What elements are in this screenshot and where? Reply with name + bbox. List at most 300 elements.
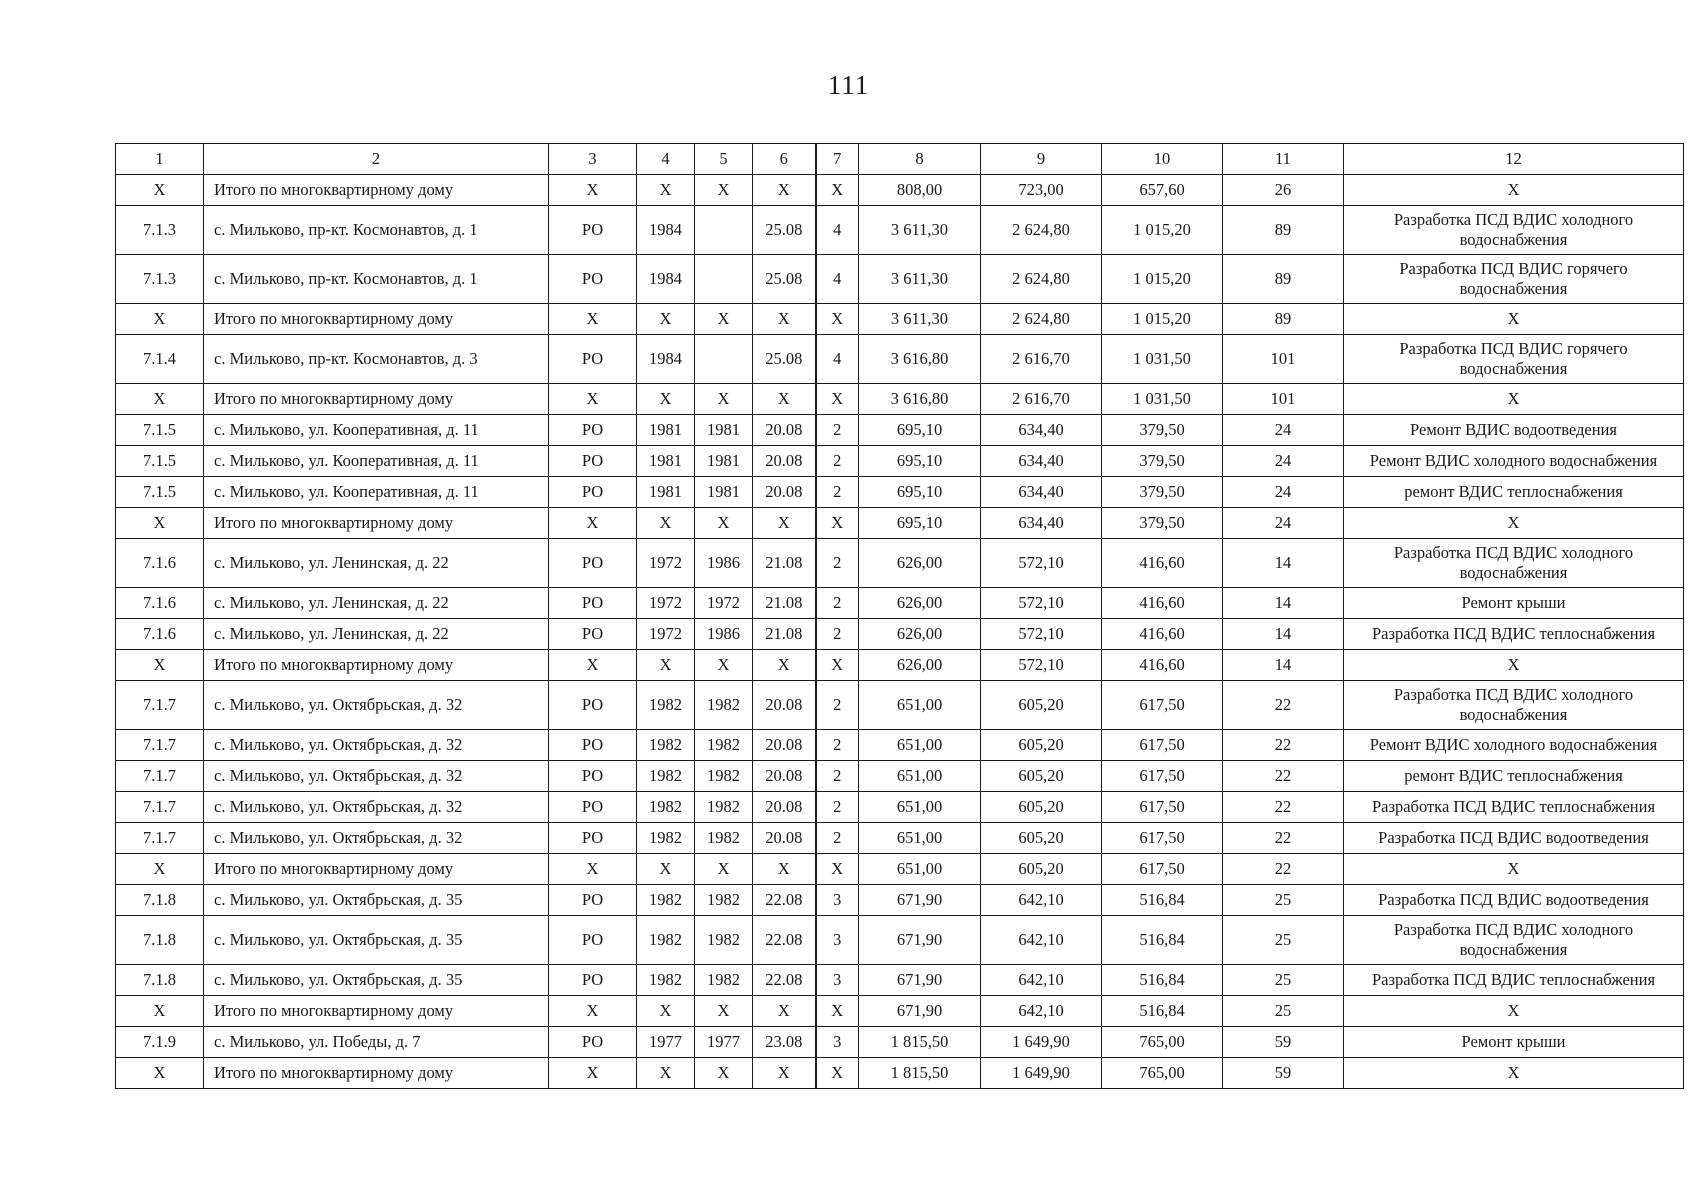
cell-floors: 3 (816, 916, 859, 965)
cell-work-type: Ремонт ВДИС холодного водоснабжения (1344, 730, 1684, 761)
total-row (116, 1058, 1684, 1089)
table-row (116, 446, 1684, 477)
cell-year-built: 1981 (637, 415, 695, 446)
cell-residents: 59 (1223, 1058, 1344, 1089)
cell-living-area: 634,40 (981, 446, 1102, 477)
cell-wear-date: 20.08 (753, 792, 816, 823)
cell-item-number: Х (116, 996, 204, 1027)
cell-address: с. Мильково, ул. Ленинская, д. 22 (204, 539, 549, 588)
cell-year-renovated: 1982 (695, 965, 753, 996)
cell-floors: 2 (816, 681, 859, 730)
cell-living-area: 1 649,90 (981, 1027, 1102, 1058)
cell-nonliving-area: 416,60 (1102, 588, 1223, 619)
cell-residents: 59 (1223, 1027, 1344, 1058)
cell-nonliving-area: 516,84 (1102, 965, 1223, 996)
cell-work-type: Разработка ПСД ВДИС холодного водоснабжения (1344, 681, 1684, 730)
cell-living-area: 9 (981, 144, 1102, 175)
total-row (116, 384, 1684, 415)
cell-total-area: 651,00 (859, 761, 981, 792)
cell-living-area: 642,10 (981, 996, 1102, 1027)
cell-year-built: Х (637, 175, 695, 206)
cell-nonliving-area: 416,60 (1102, 650, 1223, 681)
cell-owner-type: Х (549, 996, 637, 1027)
cell-year-built: 1982 (637, 916, 695, 965)
cell-owner-type: РО (549, 446, 637, 477)
cell-year-built: Х (637, 304, 695, 335)
cell-year-renovated: 1982 (695, 761, 753, 792)
cell-address: с. Мильково, ул. Октябрьская, д. 32 (204, 823, 549, 854)
cell-residents: 14 (1223, 619, 1344, 650)
cell-residents: 25 (1223, 996, 1344, 1027)
cell-address: с. Мильково, ул. Октябрьская, д. 35 (204, 885, 549, 916)
cell-nonliving-area: 1 031,50 (1102, 384, 1223, 415)
cell-nonliving-area: 657,60 (1102, 175, 1223, 206)
cell-owner-type: Х (549, 854, 637, 885)
cell-owner-type: РО (549, 335, 637, 384)
cell-owner-type: РО (549, 1027, 637, 1058)
cell-item-number: Х (116, 384, 204, 415)
total-row (116, 854, 1684, 885)
cell-total-area: 651,00 (859, 854, 981, 885)
cell-total-area: 651,00 (859, 823, 981, 854)
cell-address: с. Мильково, ул. Октябрьская, д. 32 (204, 730, 549, 761)
cell-living-area: 634,40 (981, 508, 1102, 539)
cell-address: Итого по многоквартирному дому (204, 650, 549, 681)
cell-floors: 3 (816, 965, 859, 996)
cell-floors: Х (816, 175, 859, 206)
cell-residents: 14 (1223, 539, 1344, 588)
cell-nonliving-area: 379,50 (1102, 508, 1223, 539)
cell-year-built: Х (637, 508, 695, 539)
cell-work-type: Разработка ПСД ВДИС холодного водоснабжения (1344, 916, 1684, 965)
cell-owner-type: Х (549, 175, 637, 206)
cell-year-built: 1981 (637, 446, 695, 477)
cell-owner-type: Х (549, 304, 637, 335)
cell-year-renovated: Х (695, 304, 753, 335)
cell-residents: 24 (1223, 477, 1344, 508)
cell-address: с. Мильково, пр-кт. Космонавтов, д. 1 (204, 206, 549, 255)
cell-year-built: Х (637, 996, 695, 1027)
cell-total-area: 695,10 (859, 415, 981, 446)
cell-address: с. Мильково, ул. Кооперативная, д. 11 (204, 415, 549, 446)
cell-residents: 101 (1223, 384, 1344, 415)
cell-wear-date: 22.08 (753, 965, 816, 996)
cell-total-area: 695,10 (859, 477, 981, 508)
cell-address: Итого по многоквартирному дому (204, 175, 549, 206)
cell-work-type: Ремонт крыши (1344, 1027, 1684, 1058)
cell-wear-date: Х (753, 384, 816, 415)
cell-year-built: 1982 (637, 681, 695, 730)
cell-year-renovated: 1982 (695, 823, 753, 854)
cell-living-area: 605,20 (981, 730, 1102, 761)
cell-residents: 22 (1223, 854, 1344, 885)
cell-year-built: 4 (637, 144, 695, 175)
cell-year-built: 1972 (637, 588, 695, 619)
cell-item-number: 7.1.4 (116, 335, 204, 384)
cell-floors: 2 (816, 730, 859, 761)
table-row (116, 681, 1684, 730)
cell-work-type: ремонт ВДИС теплоснабжения (1344, 477, 1684, 508)
cell-wear-date: 6 (753, 144, 816, 175)
cell-nonliving-area: 617,50 (1102, 854, 1223, 885)
cell-owner-type: РО (549, 588, 637, 619)
table-row (116, 1027, 1684, 1058)
total-row (116, 508, 1684, 539)
cell-item-number: 7.1.7 (116, 792, 204, 823)
cell-work-type: Разработка ПСД ВДИС холодного водоснабжения (1344, 539, 1684, 588)
cell-total-area: 8 (859, 144, 981, 175)
cell-owner-type: РО (549, 255, 637, 304)
cell-total-area: 3 616,80 (859, 335, 981, 384)
cell-work-type: Х (1344, 650, 1684, 681)
cell-living-area: 605,20 (981, 792, 1102, 823)
cell-living-area: 605,20 (981, 761, 1102, 792)
cell-owner-type: РО (549, 415, 637, 446)
cell-item-number: 7.1.8 (116, 916, 204, 965)
cell-wear-date: 20.08 (753, 730, 816, 761)
cell-nonliving-area: 10 (1102, 144, 1223, 175)
cell-item-number: 7.1.6 (116, 588, 204, 619)
cell-address: с. Мильково, ул. Октябрьская, д. 35 (204, 965, 549, 996)
cell-living-area: 2 624,80 (981, 206, 1102, 255)
cell-item-number: 7.1.5 (116, 477, 204, 508)
cell-work-type: Разработка ПСД ВДИС теплоснабжения (1344, 619, 1684, 650)
cell-year-renovated: 1981 (695, 477, 753, 508)
cell-address: Итого по многоквартирному дому (204, 854, 549, 885)
cell-total-area: 651,00 (859, 681, 981, 730)
cell-wear-date: 20.08 (753, 681, 816, 730)
page-number: 111 (827, 70, 870, 100)
cell-floors: Х (816, 508, 859, 539)
cell-total-area: 1 815,50 (859, 1058, 981, 1089)
cell-owner-type: РО (549, 730, 637, 761)
cell-residents: 24 (1223, 415, 1344, 446)
housing-repair-table (115, 143, 1684, 1089)
cell-year-renovated: 1981 (695, 415, 753, 446)
cell-residents: 89 (1223, 206, 1344, 255)
cell-nonliving-area: 765,00 (1102, 1058, 1223, 1089)
cell-year-renovated: Х (695, 854, 753, 885)
cell-address: с. Мильково, ул. Октябрьская, д. 32 (204, 761, 549, 792)
cell-work-type: ремонт ВДИС теплоснабжения (1344, 761, 1684, 792)
cell-wear-date: 25.08 (753, 255, 816, 304)
cell-work-type: Ремонт крыши (1344, 588, 1684, 619)
cell-item-number: Х (116, 854, 204, 885)
cell-item-number: 7.1.3 (116, 206, 204, 255)
cell-floors: 2 (816, 792, 859, 823)
cell-year-built: 1972 (637, 619, 695, 650)
cell-floors: Х (816, 384, 859, 415)
cell-wear-date: 21.08 (753, 588, 816, 619)
cell-wear-date: Х (753, 508, 816, 539)
cell-item-number: 7.1.9 (116, 1027, 204, 1058)
header-row (116, 144, 1684, 175)
cell-residents: 25 (1223, 965, 1344, 996)
cell-work-type: Разработка ПСД ВДИС водоотведения (1344, 823, 1684, 854)
cell-year-built: 1972 (637, 539, 695, 588)
cell-work-type: Разработка ПСД ВДИС холодного водоснабжения (1344, 206, 1684, 255)
cell-item-number: Х (116, 650, 204, 681)
table-row (116, 885, 1684, 916)
cell-year-built: 1984 (637, 206, 695, 255)
total-row (116, 996, 1684, 1027)
cell-residents: 22 (1223, 681, 1344, 730)
cell-living-area: 605,20 (981, 823, 1102, 854)
cell-owner-type: РО (549, 823, 637, 854)
table-row (116, 588, 1684, 619)
cell-wear-date: 22.08 (753, 885, 816, 916)
cell-item-number: 7.1.8 (116, 965, 204, 996)
cell-work-type: Х (1344, 854, 1684, 885)
cell-residents: 22 (1223, 761, 1344, 792)
cell-residents: 25 (1223, 885, 1344, 916)
cell-item-number: Х (116, 304, 204, 335)
cell-total-area: 3 611,30 (859, 206, 981, 255)
cell-work-type: Разработка ПСД ВДИС горячего водоснабжения (1344, 255, 1684, 304)
cell-work-type: Х (1344, 304, 1684, 335)
cell-nonliving-area: 516,84 (1102, 885, 1223, 916)
table-body (116, 144, 1684, 1089)
cell-wear-date: 25.08 (753, 206, 816, 255)
cell-wear-date: 21.08 (753, 539, 816, 588)
cell-total-area: 671,90 (859, 916, 981, 965)
cell-living-area: 1 649,90 (981, 1058, 1102, 1089)
cell-item-number: 7.1.6 (116, 539, 204, 588)
cell-owner-type: РО (549, 619, 637, 650)
cell-year-renovated: Х (695, 996, 753, 1027)
cell-residents: 22 (1223, 792, 1344, 823)
cell-year-renovated: Х (695, 175, 753, 206)
cell-work-type: Х (1344, 1058, 1684, 1089)
cell-address: 2 (204, 144, 549, 175)
cell-owner-type: РО (549, 206, 637, 255)
cell-address: Итого по многоквартирному дому (204, 508, 549, 539)
cell-work-type: Ремонт ВДИС холодного водоснабжения (1344, 446, 1684, 477)
cell-floors: 2 (816, 619, 859, 650)
cell-total-area: 3 616,80 (859, 384, 981, 415)
cell-address: с. Мильково, ул. Кооперативная, д. 11 (204, 446, 549, 477)
cell-year-renovated: 5 (695, 144, 753, 175)
cell-year-renovated: Х (695, 508, 753, 539)
cell-living-area: 642,10 (981, 885, 1102, 916)
cell-wear-date: 20.08 (753, 415, 816, 446)
cell-work-type: Разработка ПСД ВДИС теплоснабжения (1344, 792, 1684, 823)
cell-owner-type: 3 (549, 144, 637, 175)
cell-nonliving-area: 617,50 (1102, 792, 1223, 823)
table-row (116, 255, 1684, 304)
table-row (116, 335, 1684, 384)
table-row (116, 539, 1684, 588)
cell-residents: 25 (1223, 916, 1344, 965)
cell-residents: 22 (1223, 730, 1344, 761)
cell-work-type: Х (1344, 175, 1684, 206)
cell-living-area: 642,10 (981, 965, 1102, 996)
cell-living-area: 634,40 (981, 477, 1102, 508)
cell-work-type: Х (1344, 508, 1684, 539)
table-row (116, 415, 1684, 446)
cell-wear-date: Х (753, 1058, 816, 1089)
cell-year-renovated: 1982 (695, 792, 753, 823)
table-row (116, 730, 1684, 761)
total-row (116, 175, 1684, 206)
cell-year-built: 1982 (637, 792, 695, 823)
cell-total-area: 651,00 (859, 730, 981, 761)
cell-item-number: 7.1.6 (116, 619, 204, 650)
cell-residents: 89 (1223, 255, 1344, 304)
cell-address: с. Мильково, пр-кт. Космонавтов, д. 3 (204, 335, 549, 384)
cell-floors: 2 (816, 446, 859, 477)
cell-wear-date: Х (753, 304, 816, 335)
cell-work-type: Х (1344, 384, 1684, 415)
cell-item-number: 7.1.5 (116, 446, 204, 477)
total-row (116, 304, 1684, 335)
cell-wear-date: 22.08 (753, 916, 816, 965)
cell-year-renovated: Х (695, 1058, 753, 1089)
cell-year-renovated: 1982 (695, 681, 753, 730)
cell-residents: 89 (1223, 304, 1344, 335)
cell-floors: Х (816, 1058, 859, 1089)
cell-floors: 4 (816, 335, 859, 384)
cell-owner-type: РО (549, 916, 637, 965)
cell-address: Итого по многоквартирному дому (204, 1058, 549, 1089)
cell-year-built: 1982 (637, 965, 695, 996)
cell-floors: 7 (816, 144, 859, 175)
cell-residents: 14 (1223, 650, 1344, 681)
cell-item-number: 7.1.7 (116, 761, 204, 792)
cell-address: с. Мильково, пр-кт. Космонавтов, д. 1 (204, 255, 549, 304)
cell-living-area: 634,40 (981, 415, 1102, 446)
cell-item-number: 7.1.5 (116, 415, 204, 446)
cell-year-built: 1977 (637, 1027, 695, 1058)
cell-year-built: Х (637, 384, 695, 415)
cell-residents: 11 (1223, 144, 1344, 175)
cell-address: Итого по многоквартирному дому (204, 304, 549, 335)
cell-item-number: Х (116, 1058, 204, 1089)
cell-wear-date: Х (753, 175, 816, 206)
cell-nonliving-area: 1 015,20 (1102, 206, 1223, 255)
cell-nonliving-area: 379,50 (1102, 446, 1223, 477)
cell-living-area: 642,10 (981, 916, 1102, 965)
cell-wear-date: 20.08 (753, 446, 816, 477)
cell-address: с. Мильково, ул. Ленинская, д. 22 (204, 619, 549, 650)
cell-year-renovated: 1982 (695, 730, 753, 761)
cell-owner-type: РО (549, 965, 637, 996)
cell-year-renovated: 1986 (695, 539, 753, 588)
cell-item-number: 7.1.8 (116, 885, 204, 916)
cell-living-area: 572,10 (981, 539, 1102, 588)
cell-address: с. Мильково, ул. Октябрьская, д. 32 (204, 792, 549, 823)
cell-residents: 26 (1223, 175, 1344, 206)
cell-total-area: 3 611,30 (859, 304, 981, 335)
cell-year-renovated (695, 335, 753, 384)
cell-total-area: 626,00 (859, 619, 981, 650)
cell-address: с. Мильково, ул. Победы, д. 7 (204, 1027, 549, 1058)
cell-nonliving-area: 1 015,20 (1102, 255, 1223, 304)
cell-total-area: 695,10 (859, 446, 981, 477)
cell-year-renovated: 1981 (695, 446, 753, 477)
cell-living-area: 605,20 (981, 681, 1102, 730)
cell-item-number: Х (116, 175, 204, 206)
cell-owner-type: РО (549, 792, 637, 823)
cell-living-area: 2 624,80 (981, 304, 1102, 335)
cell-year-renovated: Х (695, 650, 753, 681)
cell-wear-date: Х (753, 650, 816, 681)
cell-address: Итого по многоквартирному дому (204, 384, 549, 415)
cell-residents: 22 (1223, 823, 1344, 854)
cell-year-built: 1982 (637, 761, 695, 792)
table-row (116, 916, 1684, 965)
table-row (116, 761, 1684, 792)
cell-year-renovated: 1977 (695, 1027, 753, 1058)
cell-owner-type: РО (549, 885, 637, 916)
cell-living-area: 572,10 (981, 650, 1102, 681)
cell-year-built: 1984 (637, 335, 695, 384)
table-row (116, 823, 1684, 854)
cell-nonliving-area: 617,50 (1102, 761, 1223, 792)
cell-total-area: 671,90 (859, 885, 981, 916)
cell-nonliving-area: 416,60 (1102, 619, 1223, 650)
cell-nonliving-area: 1 015,20 (1102, 304, 1223, 335)
cell-owner-type: Х (549, 384, 637, 415)
cell-work-type: Разработка ПСД ВДИС горячего водоснабжения (1344, 335, 1684, 384)
cell-year-built: Х (637, 854, 695, 885)
cell-floors: 2 (816, 477, 859, 508)
table-row (116, 206, 1684, 255)
cell-nonliving-area: 765,00 (1102, 1027, 1223, 1058)
cell-address: с. Мильково, ул. Кооперативная, д. 11 (204, 477, 549, 508)
cell-floors: 2 (816, 588, 859, 619)
cell-item-number: Х (116, 508, 204, 539)
cell-year-renovated: 1986 (695, 619, 753, 650)
cell-nonliving-area: 379,50 (1102, 415, 1223, 446)
cell-wear-date: 20.08 (753, 477, 816, 508)
cell-year-built: 1982 (637, 730, 695, 761)
cell-residents: 24 (1223, 446, 1344, 477)
cell-total-area: 626,00 (859, 539, 981, 588)
cell-residents: 14 (1223, 588, 1344, 619)
cell-owner-type: Х (549, 650, 637, 681)
cell-year-renovated: 1982 (695, 885, 753, 916)
cell-floors: Х (816, 854, 859, 885)
cell-item-number: 7.1.7 (116, 681, 204, 730)
cell-year-built: 1984 (637, 255, 695, 304)
cell-floors: 3 (816, 1027, 859, 1058)
cell-wear-date: Х (753, 996, 816, 1027)
cell-address: с. Мильково, ул. Октябрьская, д. 35 (204, 916, 549, 965)
cell-item-number: 7.1.7 (116, 823, 204, 854)
cell-year-renovated: 1972 (695, 588, 753, 619)
cell-wear-date: 23.08 (753, 1027, 816, 1058)
cell-living-area: 572,10 (981, 588, 1102, 619)
cell-nonliving-area: 416,60 (1102, 539, 1223, 588)
table-row (116, 792, 1684, 823)
cell-address: с. Мильково, ул. Ленинская, д. 22 (204, 588, 549, 619)
cell-total-area: 3 611,30 (859, 255, 981, 304)
cell-floors: Х (816, 304, 859, 335)
cell-work-type: Разработка ПСД ВДИС водоотведения (1344, 885, 1684, 916)
cell-wear-date: 20.08 (753, 823, 816, 854)
cell-owner-type: РО (549, 761, 637, 792)
cell-floors: 2 (816, 415, 859, 446)
cell-total-area: 808,00 (859, 175, 981, 206)
cell-work-type: Х (1344, 996, 1684, 1027)
cell-wear-date: 21.08 (753, 619, 816, 650)
cell-floors: 2 (816, 823, 859, 854)
cell-nonliving-area: 379,50 (1102, 477, 1223, 508)
cell-address: с. Мильково, ул. Октябрьская, д. 32 (204, 681, 549, 730)
cell-living-area: 2 624,80 (981, 255, 1102, 304)
table-row (116, 619, 1684, 650)
